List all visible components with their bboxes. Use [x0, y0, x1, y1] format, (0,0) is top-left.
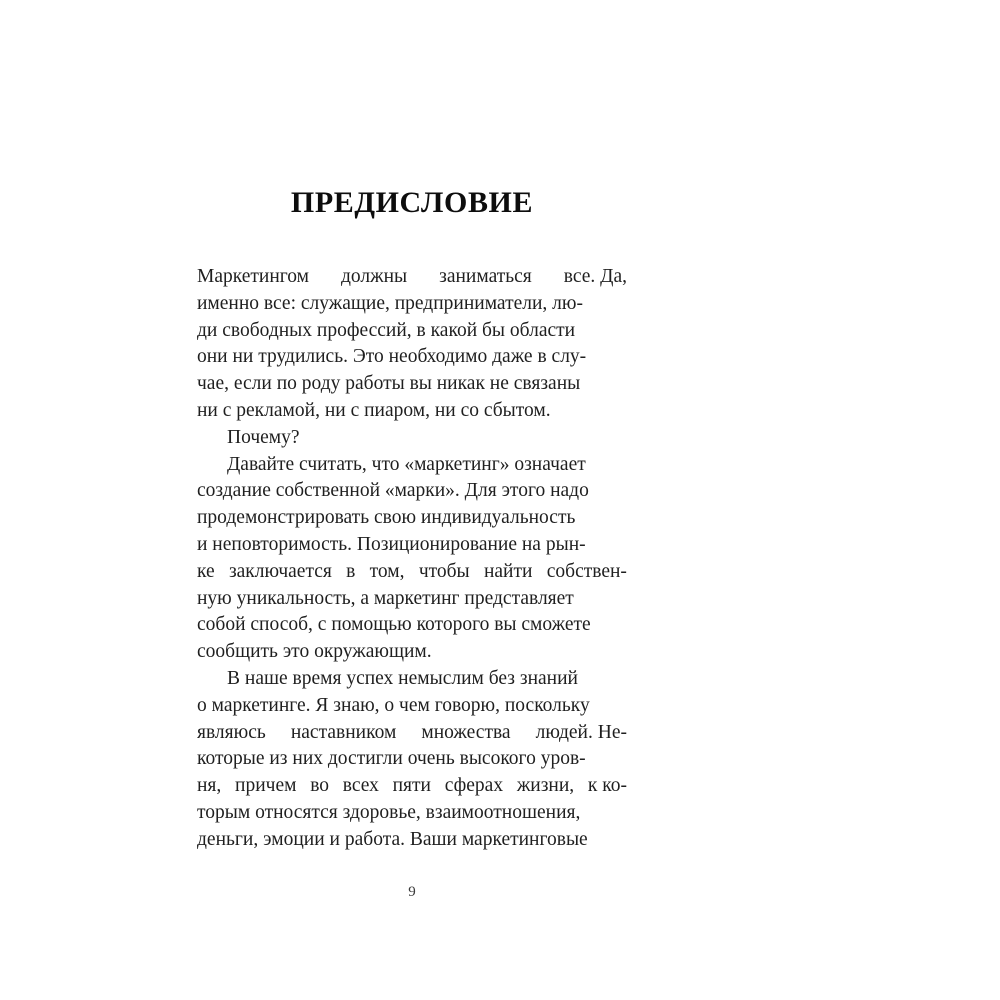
word: ке [197, 560, 215, 582]
text-line: ную уникальность, а маркетинг представляет [197, 587, 574, 609]
text-line [197, 264, 627, 291]
word: наставником [290, 721, 397, 743]
text-column [197, 186, 627, 854]
word: всех [342, 775, 379, 797]
text-line: о маркетинге. Я знаю, о чем говорю, поскольку [197, 694, 590, 716]
text-line [197, 559, 627, 586]
word: причем [235, 775, 297, 797]
text-line: которые из них достигли очень высокого уров- [197, 748, 586, 770]
word: людей. Не- [535, 721, 627, 743]
paragraph [197, 452, 627, 666]
page-number: 9 [408, 884, 416, 900]
word: том, [369, 560, 405, 582]
word: в [346, 560, 356, 582]
text-line: именно все: служащие, предприниматели, лю- [197, 292, 583, 314]
paragraph [197, 264, 627, 425]
word: чтобы [418, 560, 470, 582]
word: должны [341, 266, 408, 287]
text-line: Давайте считать, что «маркетинг» означает [227, 453, 586, 475]
paragraph [197, 425, 627, 452]
text-line: В наше время успех немыслим без знаний [227, 667, 578, 689]
word: все. Да, [563, 266, 627, 287]
text-line: создание собственной «марки». Для этого надо [197, 480, 589, 502]
word: заниматься [439, 266, 532, 287]
text-line: и неповторимость. Позиционирование на рын- [197, 533, 586, 555]
text-line: чае, если по роду работы вы никак не связаны [197, 373, 581, 395]
word: жизни, [516, 775, 575, 797]
word: множества [421, 721, 511, 743]
word: найти [483, 560, 533, 582]
text-line: продемонстрировать свою индивидуальность [197, 507, 576, 529]
text-line: они ни трудились. Это необходимо даже в слу- [197, 346, 587, 368]
word: Маркетингом [197, 266, 310, 287]
word: к ко- [587, 775, 627, 797]
word: собствен- [546, 560, 627, 582]
text-line: ни с рекламой, ни с пиаром, ни со сбытом. [197, 399, 551, 421]
text-line: деньги, эмоции и работа. Ваши маркетинговые [197, 828, 588, 850]
text-line: сообщить это окружающим. [197, 641, 432, 663]
chapter-title: ПРЕДИСЛОВИЕ [290, 186, 534, 219]
word: ня, [197, 775, 222, 797]
text-line: собой способ, с помощью которого вы сможете [197, 614, 591, 636]
text-line: ди свободных профессий, в какой бы области [197, 319, 576, 341]
word: пяти [392, 775, 431, 797]
paragraph [197, 666, 627, 854]
word: во [310, 775, 330, 797]
text-line [197, 773, 627, 800]
text-line: Почему? [227, 426, 300, 448]
text-line: торым относятся здоровье, взаимоотношения, [197, 801, 581, 823]
word: являюсь [197, 721, 266, 743]
text-line [197, 720, 627, 747]
body-text [197, 264, 627, 854]
word: заключается [228, 560, 332, 582]
word: сферах [444, 775, 504, 797]
